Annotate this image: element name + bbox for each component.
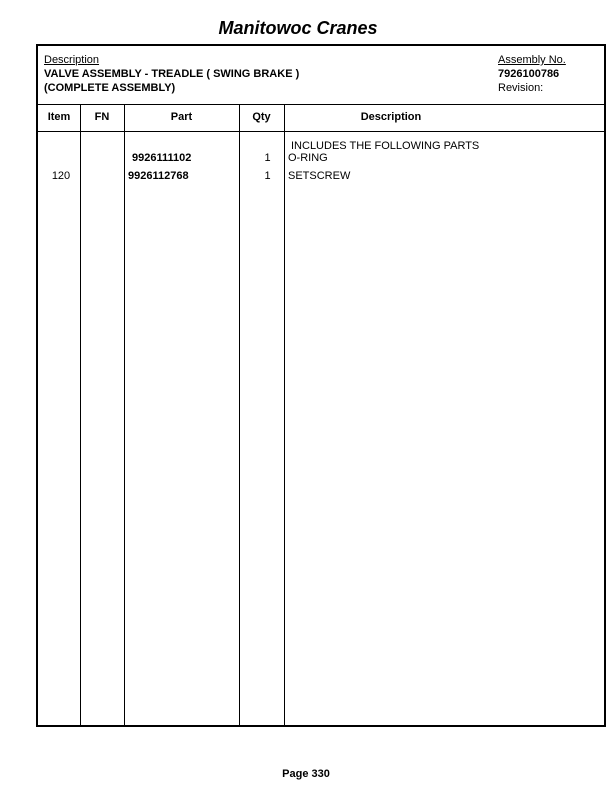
column-header-item: Item: [47, 111, 71, 123]
assembly-number-label: Assembly No.: [498, 54, 566, 66]
column-divider-qty: [284, 104, 285, 725]
page-number: Page 330: [282, 768, 330, 780]
assembly-description-line2: (COMPLETE ASSEMBLY): [44, 82, 176, 94]
includes-note: INCLUDES THE FOLLOWING PARTS: [291, 140, 480, 152]
page-title: Manitowoc Cranes: [218, 18, 378, 38]
column-divider-part: [239, 104, 240, 725]
part-number: 9926112768: [128, 170, 189, 182]
column-divider-fn: [124, 104, 125, 725]
column-divider-item: [80, 104, 81, 725]
part-number: 9926111102: [132, 152, 192, 164]
description-label: Description: [44, 54, 100, 66]
column-header-description: Description: [360, 111, 422, 123]
item-number: 120: [51, 170, 71, 182]
quantity: 1: [264, 152, 271, 164]
header-divider: [38, 104, 604, 105]
quantity: 1: [264, 170, 271, 182]
part-description: O-RING: [288, 152, 328, 164]
revision-label: Revision:: [498, 82, 544, 94]
part-description: SETSCREW: [288, 170, 351, 182]
column-header-divider: [38, 131, 604, 132]
assembly-number: 7926100786: [498, 68, 560, 80]
column-header-fn: FN: [94, 111, 110, 123]
column-header-part: Part: [170, 111, 193, 123]
parts-list-frame: [36, 44, 606, 727]
assembly-description-line1: VALVE ASSEMBLY - TREADLE ( SWING BRAKE ): [44, 68, 300, 80]
column-header-qty: Qty: [252, 111, 271, 123]
